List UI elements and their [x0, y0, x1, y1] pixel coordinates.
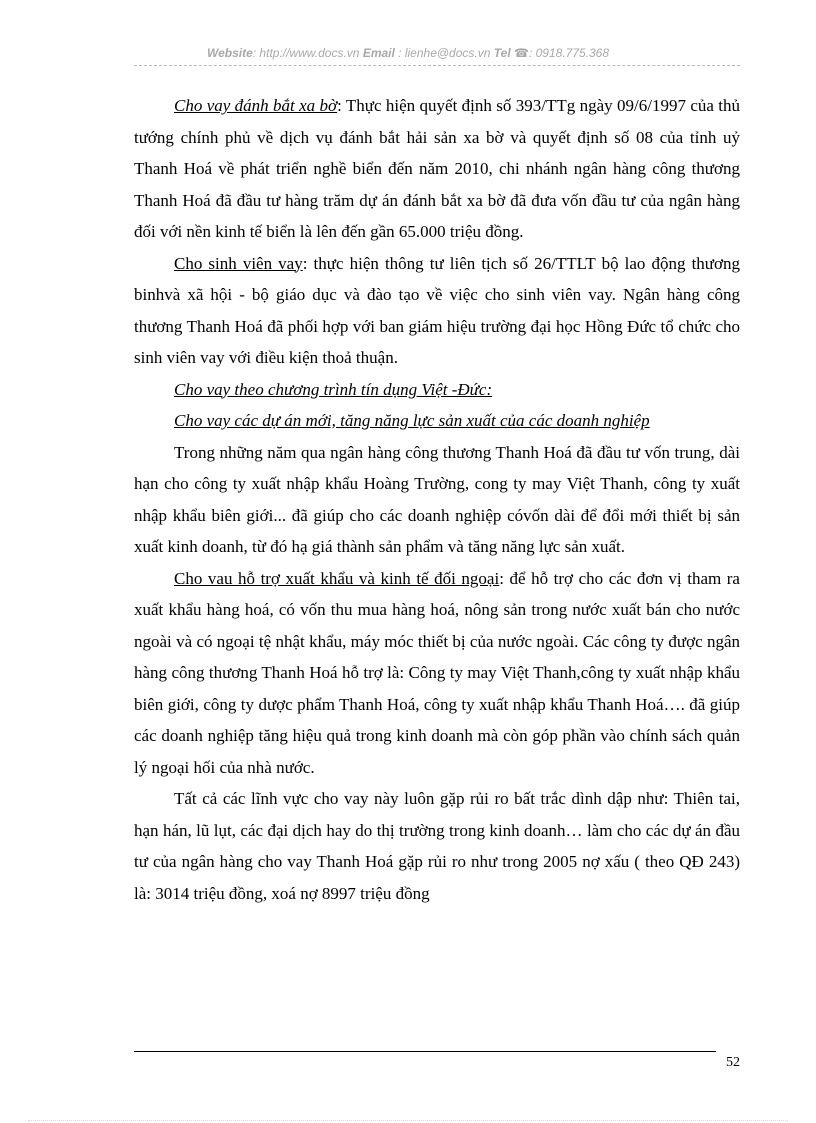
email-value: : lienhe@docs.vn: [394, 46, 491, 60]
paragraph-text: : thực hiện thông tư liên tịch số 26/TTLT bộ lao động thương binhvà xã hội - bộ giáo dục và đào tạo về việc cho sinh viên vay. Ngân hàng công thương Thanh Hoá đã phối hợp với ban giám hiệu trường đại học Hồng Đức tổ chức cho sinh viên vay với điều kiện thoả thuận.: [134, 253, 740, 367]
paragraph-text: Tất cả các lĩnh vực cho vay này luôn gặp rủi ro bất trắc dình dập như: Thiên tai, hạn hán, lũ lụt, các đại dịch hay do thị trường trong kinh doanh… làm cho các dự án đầu tư của ngân hàng cho vay Thanh Hoá gặp rủi ro như trong 2005 nợ xấu ( theo QĐ 243) là: 3014 triệu đồng, xoá nợ 8997 triệu đồng: [134, 789, 740, 903]
paragraph-vietnam-germany-credit: [134, 374, 740, 406]
paragraph-heading: Cho vay các dự án mới, tăng năng lực sản xuất của các doanh nghiệp: [174, 411, 650, 430]
paragraph-lending-risks: [134, 783, 740, 909]
page-number: 52: [726, 1055, 740, 1070]
paragraph-new-projects-heading: [134, 405, 740, 437]
paragraph-heading: Cho sinh viên vay: [174, 253, 303, 273]
paragraph-heading: Cho vay theo chương trình tín dụng Việt -Đức:: [174, 379, 493, 399]
paragraph-text: Trong những năm qua ngân hàng công thương Thanh Hoá đã đầu tư vốn trung, dài hạn cho công ty xuất nhập khẩu Hoàng Trường, cong ty may Việt Thanh, công ty xuất nhập khẩu biên giới... đã giúp cho các doanh nghiệp cóvốn dài để đổi mới thiết bị sản xuất kinh doanh, từ đó hạ giá thành sản phẩm và tăng năng lực sản xuất.: [134, 442, 740, 556]
paragraph-offshore-fishing: [134, 90, 740, 248]
footer-divider: [134, 1051, 716, 1052]
paragraph-text: : để hỗ trợ cho các đơn vị tham ra xuất khẩu hàng hoá, có vốn thu mua hàng hoá, nông sản trong nước xuất bán cho nước ngoài và có ngoại tệ nhật khẩu, máy móc thiết bị của nước ngoài. Các công ty được ngân hàng công thương Thanh Hoá hỗ trợ là: Công ty may Việt Thanh,công ty xuất nhập khẩu biên giới, công ty dược phẩm Thanh Hoá, công ty xuất nhập khẩu Thanh Hoá…. đã giúp các doanh nghiệp tăng hiệu quả trong kinh doanh mà còn góp phần vào chính sách quản lý ngoại hối của nhà nước.: [134, 568, 740, 777]
tel-label: Tel: [493, 46, 511, 60]
website-value: : http://www.docs.vn: [252, 46, 360, 60]
paragraph-export-support: [134, 563, 740, 784]
paragraph-heading: Cho vau hỗ trợ xuất khẩu và kinh tế đối ngoại: [174, 568, 500, 588]
header-divider: [134, 65, 740, 66]
paragraph-medium-long-term-investment: [134, 437, 740, 563]
document-body: [134, 90, 740, 909]
paragraph-text: : Thực hiện quyết định số 393/TTg ngày 09/6/1997 của thủ tướng chính phủ về dịch vụ đánh bắt hải sản xa bờ và quyết định số 08 của tỉnh uỷ Thanh Hoá về phát triển nghề biển đến năm 2010, chi nhánh ngân hàng công thương Thanh Hoá đã đầu tư hàng trăm dự án đánh bắt xa bờ đã đưa vốn đầu tư của ngân hàng đối với nền kinh tế biển là lên đến gần 65.000 triệu đồng.: [134, 96, 740, 241]
paragraph-heading: Cho vay đánh bắt xa bờ: [174, 96, 338, 115]
paragraph-student-loans: [134, 248, 740, 374]
page-bottom-border: [28, 1120, 788, 1121]
website-label: Website: [206, 46, 253, 60]
page-header: [0, 46, 816, 60]
tel-value: ☎: 0918.775.368: [510, 46, 610, 60]
email-label: Email: [362, 46, 395, 60]
